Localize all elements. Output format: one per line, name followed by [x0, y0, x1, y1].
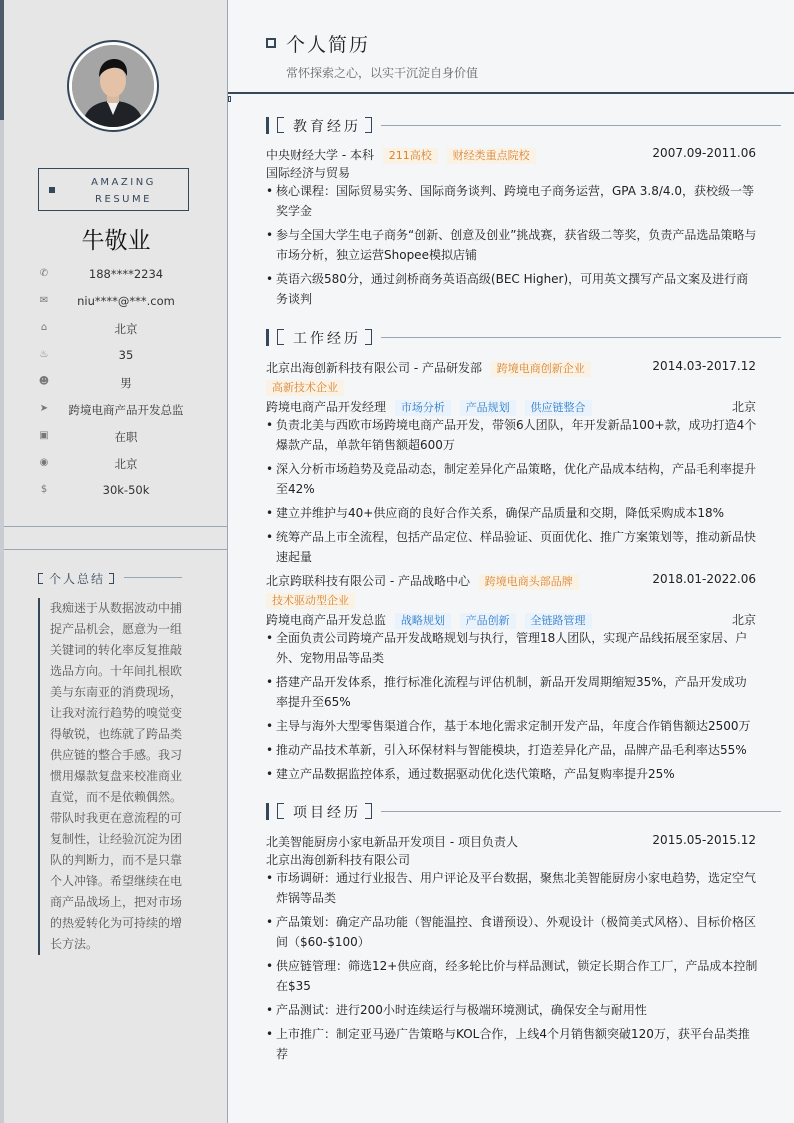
- sidebar-divider: [4, 526, 228, 527]
- school-name: 中央财经大学 - 本科: [266, 148, 374, 162]
- smiley-icon: ☻: [38, 376, 50, 387]
- company-tag: 跨境电商头部品牌: [479, 574, 579, 590]
- job-bullet: • 深入分析市场趋势及竞品动态，制定差异化产品策略，优化产品成本结构，产品毛利率提升至42%: [266, 459, 758, 499]
- sidebar: [0, 0, 228, 1123]
- job-company-row: [266, 572, 756, 590]
- badge-line-2: RESUME: [95, 194, 152, 205]
- info-phone: ✆ 188****2234: [39, 267, 164, 281]
- page-title: 个人简历: [286, 34, 371, 56]
- education-bullet: • 核心课程：国际贸易实务、国际商务谈判、跨境电子商务运营，GPA 3.8/4.0，获校级一等奖学金: [266, 181, 758, 221]
- job-bullet: • 搭建产品开发体系，推行标准化流程与评估机制，新品开发周期缩短35%，产品开发成功率提升至65%: [266, 672, 758, 712]
- job-date: 2014.03-2017.12: [652, 359, 756, 373]
- education-date: 2007.09-2011.06: [652, 146, 756, 160]
- project-bullet: • 供应链管理：筛选12+供应商，经多轮比价与样品测试，锁定长期合作工厂，产品成本控制在$35: [266, 956, 758, 996]
- company-tag: 技术驱动型企业: [266, 593, 355, 609]
- project-name: 北美智能厨房小家电新品开发项目 - 项目负责人: [266, 835, 518, 849]
- summary-text: 我痴迷于从数据波动中捕捉产品机会，愿意为一组关键词的转化率反复推敲选品方向。十年间扎根欧美与东南亚的消费现场，让我对流行趋势的嗅觉变得敏锐，也练就了跨品类供应链的整合手感。我习惯用爆款复盘来校准商业直觉，而不是依赖偶然。带队时我更在意流程的可复制性，让经验沉淀为团队的判断力，而不是只靠个人冲锋。希望继续在电商产品战场上，把对市场的热爱转化为可持续的增长方法。: [38, 598, 186, 955]
- job-company-row: [266, 359, 756, 377]
- candidate-name: 牛敬业: [81, 228, 151, 254]
- job-bullet: • 建立并维护与40+供应商的良好合作关系，确保产品质量和交期，降低采购成本18%: [266, 503, 758, 523]
- school-tag: 211高校: [383, 148, 438, 164]
- header-marker: [228, 96, 231, 102]
- skill-tag: 市场分析: [395, 400, 451, 416]
- skill-tag: 产品创新: [460, 613, 516, 629]
- home-icon: ⌂: [40, 322, 48, 333]
- info-salary: $ 30k-50k: [4, 481, 228, 501]
- job-role: 跨境电商产品开发总监: [266, 613, 387, 627]
- job-bullet: • 推动产品技术革新，引入环保材料与智能模块，打造差异化产品，品牌产品毛利率达55%: [266, 740, 758, 760]
- sidebar-accent-strip: [0, 0, 4, 1123]
- summary-heading-rule: [124, 577, 182, 578]
- project-bullet: • 产品策划：确定产品功能（智能温控、食谱预设）、外观设计（极简美式风格）、目标价格区间（$60-$100）: [266, 912, 758, 952]
- education-school-row: [266, 146, 756, 164]
- cake-icon: ♨: [39, 349, 49, 360]
- skill-tag: 战略规划: [395, 613, 451, 629]
- info-city: ◉ 北京: [39, 457, 138, 471]
- info-email: ✉ niu****@***.com: [39, 294, 175, 308]
- send-icon: ➤: [39, 403, 49, 414]
- amazing-resume-badge: [38, 168, 189, 211]
- sidebar-divider: [4, 549, 228, 550]
- title-square-icon: [266, 38, 276, 48]
- job-date: 2018.01-2022.06: [652, 572, 756, 586]
- avatar: [67, 40, 159, 132]
- project-bullet: • 上市推广：制定亚马逊广告策略与KOL合作，上线4个月销售额突破120万，获平台品类推荐: [266, 1024, 758, 1064]
- job-role: 跨境电商产品开发经理: [266, 400, 387, 414]
- email-icon: ✉: [39, 295, 49, 306]
- project-date: 2015.05-2015.12: [652, 833, 756, 847]
- info-gender: ☻ 男: [38, 376, 132, 390]
- education-bullet: • 参与全国大学生电子商务“创新、创意及创业”挑战赛，获省级二等奖，负责产品选品策略与市场分析，独立运营Shopee模拟店铺: [266, 225, 758, 265]
- job-bullet: • 负责北美与西欧市场跨境电商产品开发，带领6人团队，年开发新品100+款，成功打造4个爆款产品，单款年销售额超600万: [266, 415, 758, 455]
- skill-tag: 产品规划: [460, 400, 516, 416]
- project-name-row: [266, 833, 756, 850]
- school-tag: 财经类重点院校: [447, 148, 536, 164]
- job-company: 北京出海创新科技有限公司 - 产品研发部: [266, 361, 482, 375]
- skill-tag: 全链路管理: [525, 613, 592, 629]
- job-company-tag-row: [266, 593, 756, 609]
- info-age: ♨ 35: [39, 348, 134, 362]
- job-company: 北京跨联科技有限公司 - 产品战略中心: [266, 574, 470, 588]
- education-major: 国际经济与贸易: [266, 166, 351, 180]
- briefcase-icon: ▣: [39, 430, 49, 441]
- job-company-tag-row: [266, 380, 756, 396]
- skill-tag: 供应链整合: [525, 400, 592, 416]
- badge-line-1: AMAZING: [91, 177, 156, 188]
- main-content: 个人简历 常怀探索之心，以实干沉淀自身价值 教育经历 中央财经大学 - 本科 211高校 财经类重点院校 2007.09-2011.06 国际经济与贸易 • 核心课程：国际贸易实务、国际商务谈判、跨境电子商务运营，GPA 3.8/4.0，获校级一等奖学金 • 参与全国大学生电子商务“创新、创意及创业”挑战赛，获省级二等奖，负责产品选品策略与市场分析，独立运营Shopee模拟店铺 • 英语六级580分，通过剑桥商务英语高级(BEC Higher)，可用英文撰写产品文案及进行商务谈判 工作经历 北京出海创新科技有限公司 - 产品研发部 跨境电商创新企业 2014.03-2017.12 高新技术企业 跨境电商产品开发经理 市场分析 产品规划 供应链整合 北京 • 负责北美与西欧市场跨境电商产品开发，带领6人团队，年开发新品100+款，成功打造4个爆款产品，单款年销售额超600万 • 深入分析市场趋势及竞品动态，制定差异化产品策略，优化产品成本结构，产品毛利率提升至42% • 建立并维护与40+供应商的良好合作关系，确保产品质量和交期，降低采购成本18% • 统筹产品上市全流程，包括产品定位、样品验证、页面优化、推广方案策划等，推动新品快速起量 北京跨联科技有限公司 - 产品战略中心 跨境电商头部品牌 2018.01-2022.06 技术驱动型企业 跨境电商产品开发总监 战略规划 产品创新 全链路管理 北京 • 全面负责公司跨境产品开发战略规划与执行，管理18人团队，实现产品线拓展至家居、户外、宠物用品等品类 • 搭建产品开发体系，推行标准化流程与评估机制，新品开发周期缩短35%，产品开发成功率提升至65% • 主导与海外大型零售渠道合作，基于本地化需求定制开发产品，年度合作销售额达2500万 • 推动产品技术革新，引入环保材料与智能模块，打造差异化产品，品牌产品毛利率达55% • 建立产品数据监控体系，通过数据驱动优化迭代策略，产品复购率提升25% 项目经历 北美智能厨房小家电新品开发项目 - 项目负责人 2015.05-2015.12 北京出海创新科技有限公司 • 市场调研：通过行业报告、用户评论及平台数据，聚焦北美智能厨房小家电趋势，选定空气炸锅等品类 • 产品策划：确定产品功能（智能温控、食谱预设）、外观设计（极简美式风格）、目标价格区间（$60-$100） • 供应链管理：筛选12+供应商，经多轮比价与样品测试，锁定长期合作工厂，产品成本控制在$35 • 产品测试：进行200小时连续运行与极端环境测试，确保安全与耐用性 • 上市推广：制定亚马逊广告策略与KOL合作，上线4个月销售额突破120万，获平台品类推荐: [228, 0, 794, 1123]
- job-city: 北京: [731, 400, 756, 414]
- info-position: ➤ 跨境电商产品开发总监: [39, 403, 184, 417]
- company-tag: 高新技术企业: [266, 380, 344, 396]
- page-subtitle: 常怀探索之心，以实干沉淀自身价值: [286, 66, 479, 80]
- location-icon: ◉: [39, 457, 49, 468]
- job-bullet: • 全面负责公司跨境产品开发战略规划与执行，管理18人团队，实现产品线拓展至家居、户外、宠物用品等品类: [266, 628, 758, 668]
- job-bullet: • 建立产品数据监控体系，通过数据驱动优化迭代策略，产品复购率提升25%: [266, 764, 758, 784]
- person-photo-icon: [72, 45, 154, 127]
- job-role-row: [266, 398, 756, 416]
- job-role-row: [266, 611, 756, 629]
- phone-icon: ✆: [39, 268, 49, 279]
- education-bullet: • 英语六级580分，通过剑桥商务英语高级(BEC Higher)，可用英文撰写产品文案及进行商务谈判: [266, 269, 758, 309]
- info-home: ⌂ 北京: [4, 319, 228, 339]
- job-city: 北京: [731, 613, 756, 627]
- summary-heading: 个人总结: [38, 570, 114, 587]
- company-tag: 跨境电商创新企业: [491, 361, 591, 377]
- project-company: 北京出海创新科技有限公司: [266, 853, 411, 867]
- money-icon: $: [40, 484, 48, 495]
- header-rule: [228, 92, 794, 94]
- project-bullet: • 市场调研：通过行业报告、用户评论及平台数据，聚焦北美智能厨房小家电趋势，选定空气炸锅等品类: [266, 868, 758, 908]
- job-bullet: • 统筹产品上市全流程，包括产品定位、样品验证、页面优化、推广方案策划等，推动新品快速起量: [266, 527, 758, 567]
- job-bullet: • 主导与海外大型零售渠道合作，基于本地化需求定制开发产品，年度合作销售额达2500万: [266, 716, 758, 736]
- info-status: ▣ 在职: [39, 430, 138, 444]
- project-bullet: • 产品测试：进行200小时连续运行与极端环境测试，确保安全与耐用性: [266, 1000, 758, 1020]
